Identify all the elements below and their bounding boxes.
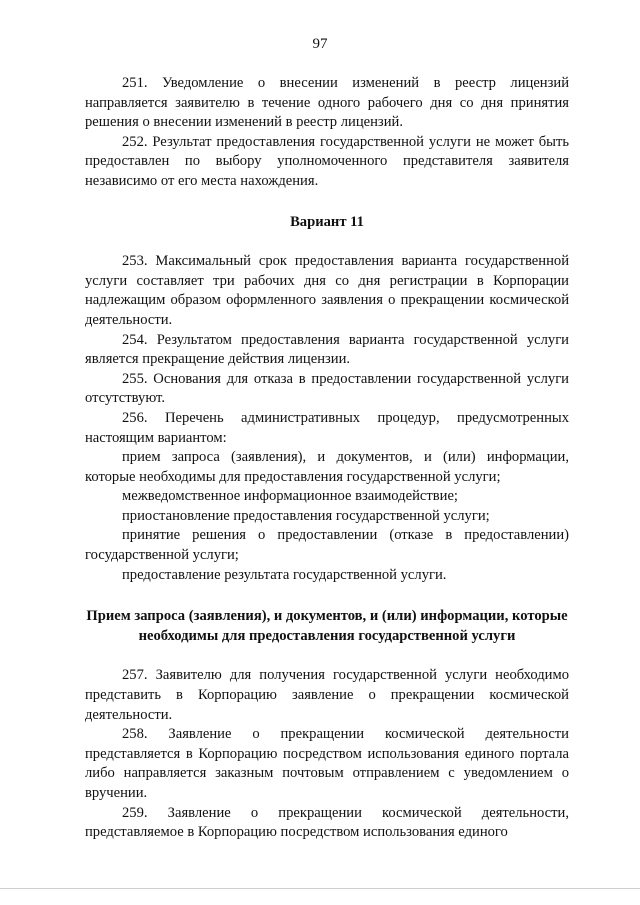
paragraph-254: 254. Результатом предоставления варианта государственной услуги является прекращение действия лицензии. bbox=[85, 331, 569, 368]
paragraph-258: 258. Заявление о прекращении космической деятельности представляется в Корпорацию посредством использования единого портала либо направляется заказным почтовым отправлением с уведомлением о вручении. bbox=[85, 726, 569, 801]
paragraph-255: 255. Основания для отказа в предоставлении государственной услуги отсутствуют. bbox=[85, 370, 569, 407]
paragraph-257: 257. Заявителю для получения государственной услуги необходимо представить в Корпорацию заявление о прекращении космической деятельности. bbox=[85, 667, 569, 723]
paragraph-252: 252. Результат предоставления государственной услуги не может быть предоставлен по выбору уполномоченного представителя заявителя независимо от его места нахождения. bbox=[85, 133, 569, 189]
procedure-item-5: предоставление результата государственной услуги. bbox=[122, 566, 447, 583]
procedure-item-2: межведомственное информационное взаимодействие; bbox=[122, 488, 458, 505]
paragraph-253: 253. Максимальный срок предоставления варианта государственной услуги составляет три рабочих дня со дня регистрации в Корпорации надлежащим образом оформленного заявления о прекращении космической деятельности. bbox=[85, 253, 569, 328]
page-number: 97 bbox=[312, 36, 328, 52]
document-body bbox=[85, 74, 569, 843]
paragraph-251: 251. Уведомление о внесении изменений в реестр лицензий направляется заявителю в течение одного рабочего дня со дня принятия решения о внесении изменений в реестр лицензий. bbox=[85, 75, 569, 131]
procedure-item-3: приостановление предоставления государственной услуги; bbox=[122, 507, 490, 524]
paragraph-259: 259. Заявление о прекращении космической деятельности, представляемое в Корпорацию посредством использования единого bbox=[85, 804, 569, 841]
procedure-item-1: прием запроса (заявления), и документов, и (или) информации, которые необходимы для предоставления государственной услуги; bbox=[85, 449, 569, 485]
procedure-item-4: принятие решения о предоставлении (отказе в предоставлении) государственной услуги; bbox=[85, 527, 569, 564]
page-bottom-edge bbox=[0, 888, 640, 889]
paragraph-256: 256. Перечень административных процедур, предусмотренных настоящим вариантом: bbox=[85, 409, 569, 446]
section-heading-variant-11: Вариант 11 bbox=[290, 213, 364, 230]
section-heading-request-intake: Прием запроса (заявления), и документов, и (или) информации, которые необходимы для предоставления государственной услуги bbox=[86, 608, 568, 644]
